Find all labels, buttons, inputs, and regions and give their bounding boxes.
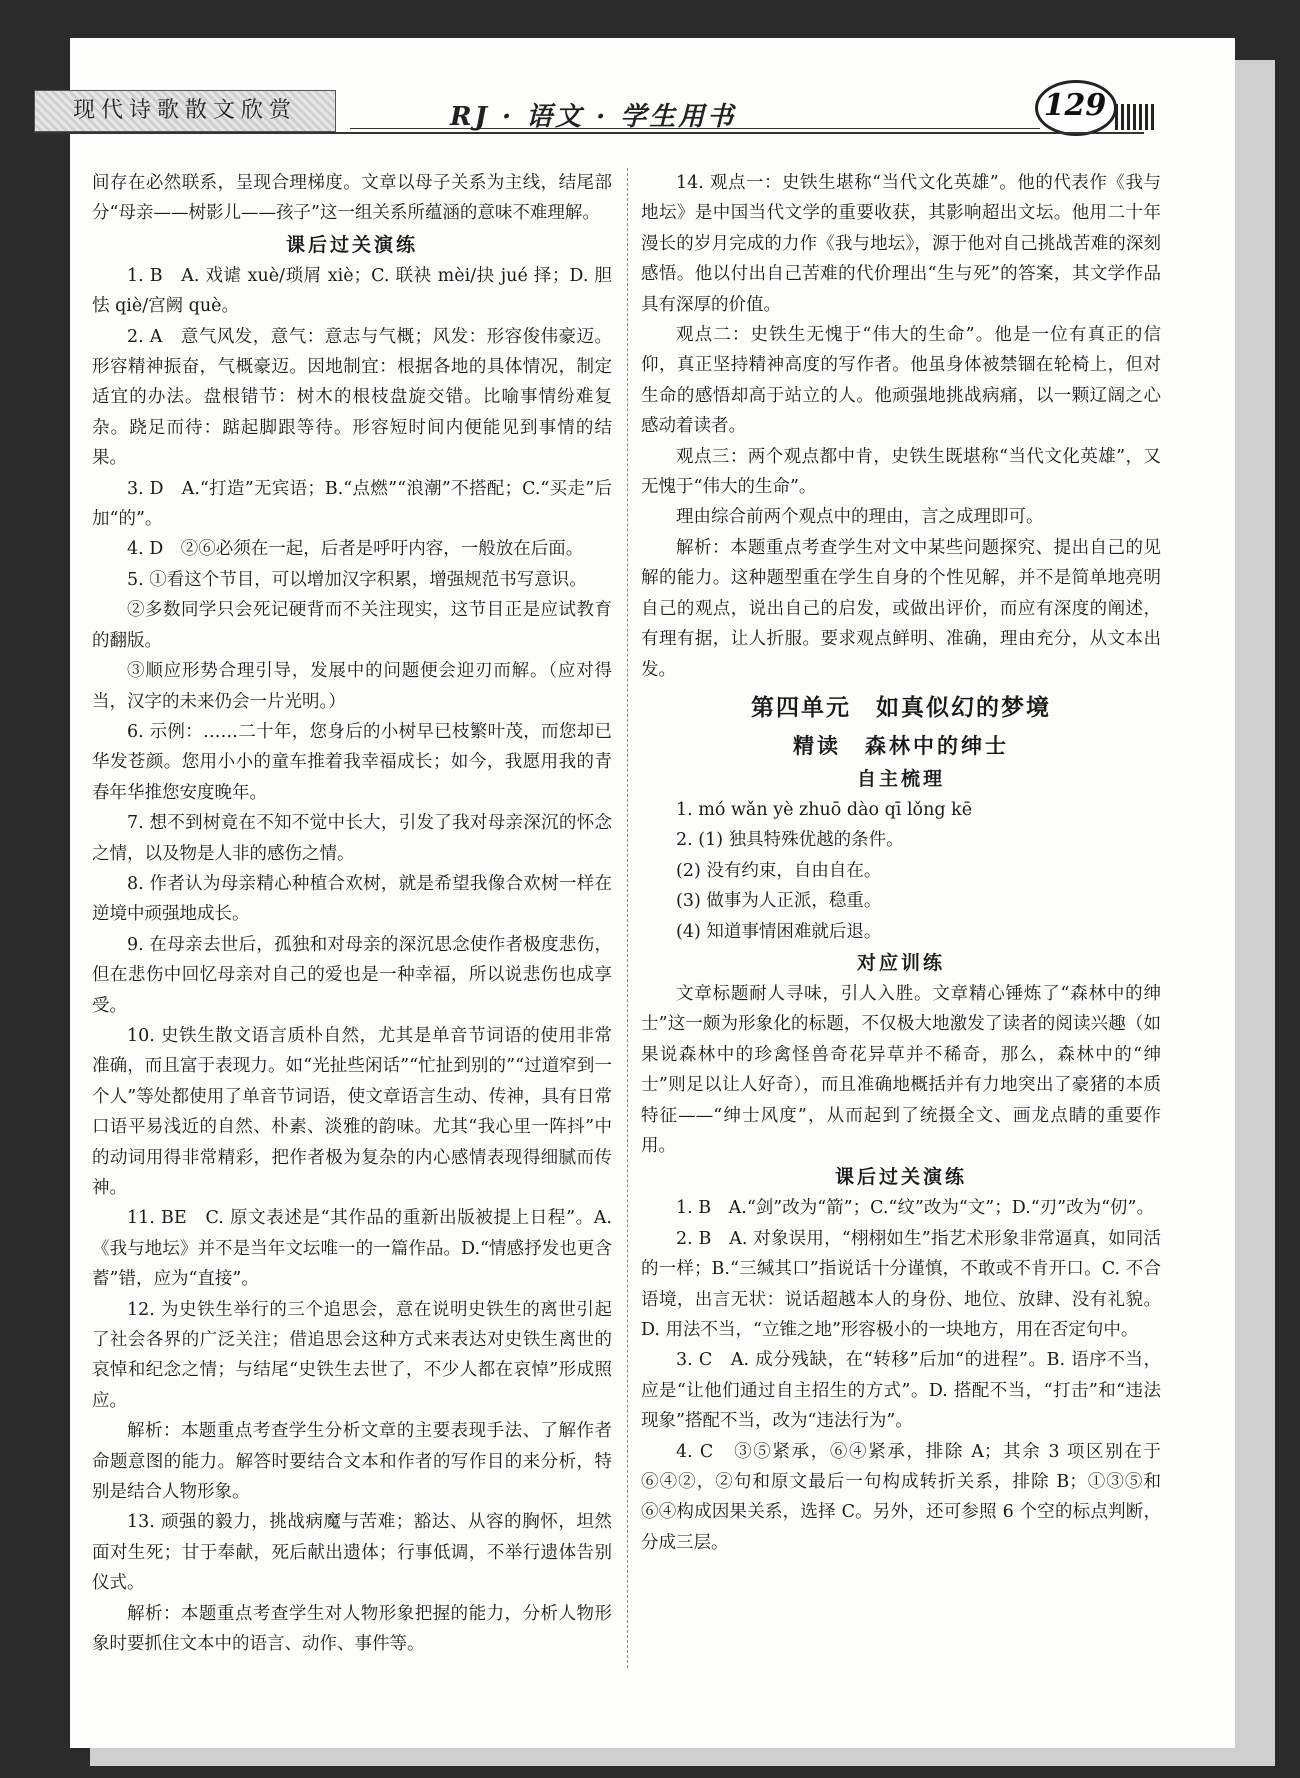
paragraph: 8. 作者认为母亲精心种植合欢树，就是希望我像合欢树一样在逆境中顽强地成长。 — [92, 873, 612, 925]
paragraph: 6. 示例：……二十年，您身后的小树早已枝繁叶茂，而您却已华发苍颜。您用小小的童车推着我幸福成长；如今，我愿用我的青春年华推您安度晚年。 — [92, 721, 612, 803]
header-rule — [34, 132, 1144, 134]
section-heading: 课后过关演练 — [285, 233, 418, 256]
lesson-heading: 精读 森林中的绅士 — [793, 732, 1009, 758]
section-title: 现代诗歌散文欣赏 — [72, 98, 297, 123]
paragraph: 观点二：史铁生无愧于“伟大的生命”。他是一位有真正的信仰，真正坚持精神高度的写作者。他虽身体被禁锢在轮椅上，但对生命的感悟却高于站立的人。他顽强地挑战病痛，以一颗辽阔之心感动着读者。 — [641, 325, 1161, 437]
paragraph: 1. B A.“剑”改为“箭”；C.“纹”改为“文”；D.“刃”改为“仞”。 — [676, 1198, 1154, 1219]
paragraph: 3. C A. 成分残缺，在“转移”后加“的进程”。B. 语序不当，应是“让他们通过自主招生的方式”。D. 搭配不当，“打击”和“违法现象”搭配不当，改为“违法行为”。 — [641, 1350, 1161, 1432]
paragraph: 4. C ③⑤紧承，⑥④紧承，排除 A；其余 3 项区别在于⑥④②，②句和原文最后一句构成转折关系，排除 B；①③⑤和⑥④构成因果关系，选择 C。另外，还可参照 6 个空的标点判断，分成三层。 — [641, 1441, 1161, 1553]
paragraph: 解析：本题重点考查学生分析文章的主要表现手法、了解作者命题意图的能力。解答时要结合文本和作者的写作目的来分析，特别是结合人物形象。 — [92, 1421, 612, 1503]
paragraph: 4. D ②⑥必须在一起，后者是呼吁内容，一般放在后面。 — [127, 539, 584, 560]
paragraph: 文章标题耐人寻味，引人入胜。文章精心锤炼了“森林中的绅士”这一颇为形象化的标题，不仅极大地激发了读者的阅读兴趣（如果说森林中的珍禽怪兽奇花异草并不稀奇，那么，森林中的“绅士”则足以让人好奇），而且准确地概括并有力地突出了豪猪的本质特征——“绅士风度”，从而起到了统摄全文、画龙点睛的重要作用。 — [641, 983, 1161, 1156]
paragraph: 1. mó wǎn yè zhuō dào qī lǒng kē — [676, 799, 973, 820]
section-heading: 自主梳理 — [856, 767, 945, 790]
paragraph: 12. 为史铁生举行的三个追思会，意在说明史铁生的离世引起了社会各界的广泛关注；借追思会这种方式来表达对史铁生离世的哀悼和纪念之情；与结尾“史铁生去世了，不少人都在哀悼”形成照应。 — [92, 1299, 612, 1411]
paragraph: 14. 观点一：史铁生堪称“当代文化英雄”。他的代表作《我与地坛》是中国当代文学的重要收获，其影响超出文坛。他用二十年漫长的岁月完成的力作《我与地坛》，源于他对自己挑战苦难的深刻感悟。他以付出自己苦难的代价理出“生与死”的答案，其文学作品具有深厚的价值。 — [641, 173, 1161, 315]
paragraph: 2. (1) 独具特殊优越的条件。 — [676, 830, 904, 851]
column-divider — [627, 168, 628, 1668]
section-heading: 课后过关演练 — [834, 1166, 967, 1189]
paragraph: 2. A 意气风发，意气：意志与气概；风发：形容俊伟豪迈。形容精神振奋，气概豪迈。因地制宜：根据各地的具体情况，制定适宜的办法。盘根错节：树木的根枝盘旋交错。比喻事情纷难复杂。跷足而待：踮起脚跟等待。形容短时间内便能见到事情的结果。 — [92, 326, 612, 469]
paragraph: 11. BE C. 原文表述是“其作品的重新出版被提上日程”。A.《我与地坛》并不是当年文坛唯一的一篇作品。D.“情感抒发也更含蓄”错，应为“直接”。 — [92, 1208, 612, 1290]
paragraph: (3) 做事为人正派，稳重。 — [676, 891, 882, 912]
header-stripes-decoration — [1115, 104, 1155, 130]
paragraph: 13. 顽强的毅力，挑战病魔与苦难；豁达、从容的胸怀，坦然面对生死；甘于奉献，死后献出遗体；行事低调，不举行遗体告别仪式。 — [92, 1512, 612, 1594]
paragraph: (2) 没有约束，自由自在。 — [676, 860, 882, 881]
left-column — [92, 168, 612, 1660]
paragraph: 理由综合前两个观点中的理由，言之成理即可。 — [676, 507, 1044, 528]
paragraph: 解析：本题重点考查学生对人物形象把握的能力，分析人物形象时要抓住文本中的语言、动作、事件等。 — [92, 1603, 612, 1655]
paragraph: 3. D A.“打造”无宾语；B.“点燃”“浪潮”不搭配；C.“买走”后加“的”。 — [92, 478, 612, 530]
page-shadow-bottom — [90, 1748, 1275, 1766]
paragraph: 观点三：两个观点都中肯，史铁生既堪称“当代文化英雄”，又无愧于“伟大的生命”。 — [641, 446, 1161, 498]
paragraph: 1. B A. 戏谑 xuè/琐屑 xiè；C. 联袂 mèi/抉 jué 择；D. 胆怯 qiè/宫阙 què。 — [92, 265, 612, 317]
paragraph: 2. B A. 对象误用，“栩栩如生”指艺术形象非常逼真，如同活的一样；B.“三缄其口”指说话十分谨慎，不敢或不肯开口。C. 不合语境，出言无状：说话超越本人的身份、地位、放肆、没有礼貌。D. 用法不当，“立锥之地”形容极小的一块地方，用在否定句中。 — [641, 1228, 1161, 1340]
paragraph: ②多数同学只会死记硬背而不关注现实，这节目正是应试教育的翻版。 — [92, 600, 612, 651]
paragraph: 解析：本题重点考查学生对文中某些问题探究、提出自己的见解的能力。这种题型重在学生自身的个性见解，并不是简单地亮明自己的观点，说出自己的启发，或做出评价，而应有深度的阐述，有理有据，让人折服。要求观点鲜明、准确，理由充分，从文本出发。 — [641, 537, 1161, 680]
page-header — [20, 52, 1145, 132]
book-label: RJ · 语文 · 学生用书 — [450, 102, 737, 132]
paragraph: 7. 想不到树竟在不知不觉中长大，引发了我对母亲深沉的怀念之情，以及物是人非的感伤之情。 — [92, 813, 612, 864]
paragraph: 9. 在母亲去世后，孤独和对母亲的深沉思念使作者极度悲伤，但在悲伤中回忆母亲对自己的爱也是一种幸福，所以说悲伤也成享受。 — [92, 934, 612, 1016]
paragraph: 5. ①看这个节目，可以增加汉字积累，增强规范书写意识。 — [127, 569, 587, 590]
section-title-box — [34, 90, 336, 132]
paragraph: 10. 史铁生散文语言质朴自然，尤其是单音节词语的使用非常准确，而且富于表现力。如“光扯些闲话”“忙扯到别的”“过道窄到一个人”等处都使用了单音节词语，使文章语言生动、传神，具有日常口语平易浅近的自然、朴素、淡雅的韵味。尤其“我心里一阵抖”中的动词用得非常精彩，把作者极为复杂的内心感情表现得细腻而传神。 — [92, 1025, 612, 1198]
paragraph: (4) 知道事情困难就后退。 — [676, 921, 882, 942]
unit-heading: 第四单元 如真似幻的梦境 — [751, 694, 1051, 721]
paragraph: 间存在必然联系，呈现合理梯度。文章以母子关系为主线，结尾部分“母亲——树影儿——孩子”这一组关系所蕴涵的意味不难理解。 — [92, 173, 612, 224]
page-number: 129 — [1043, 88, 1107, 123]
paragraph: ③顺应形势合理引导，发展中的问题便会迎刃而解。（应对得当，汉字的未来仍会一片光明。） — [92, 661, 612, 712]
page-number-badge — [1035, 80, 1115, 134]
section-heading: 对应训练 — [856, 951, 945, 974]
right-column — [641, 168, 1161, 1558]
page-shadow-right — [1235, 60, 1275, 1755]
